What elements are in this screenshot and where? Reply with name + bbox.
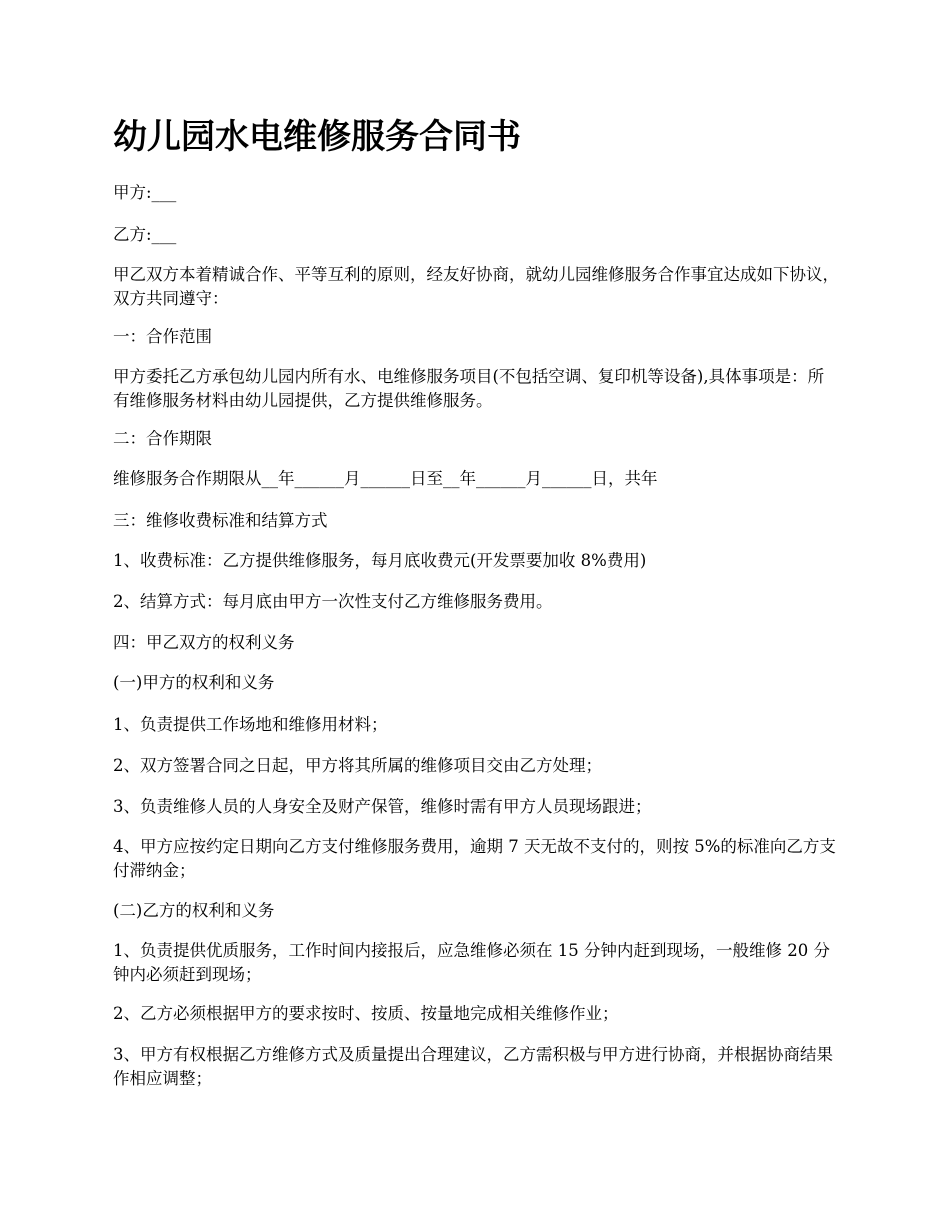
party-b-line: 乙方:___	[113, 225, 177, 244]
subheading-party-b-rights: (二)乙方的权利和义务	[113, 901, 275, 920]
settlement-item: 2、结算方式：每月底由甲方一次性支付乙方维修服务费用。	[113, 592, 553, 611]
party-a-item-3: 3、负责维修人员的人身安全及财产保管，维修时需有甲方人员现场跟进；	[113, 797, 652, 816]
section-heading-term: 二：合作期限	[113, 429, 212, 448]
scope-paragraph: 甲方委托乙方承包幼儿园内所有水、电维修服务项目(不包括空调、复印机等设备),具体事项是：所有维修服务材料由幼儿园提供，乙方提供维修服务。	[113, 367, 825, 410]
party-a-line: 甲方:___	[113, 183, 177, 202]
party-b-item-3: 3、甲方有权根据乙方维修方式及质量提出合理建议，乙方需积极与甲方进行协商，并根据协商结果作相应调整；	[113, 1045, 833, 1088]
party-b-item-2: 2、乙方必须根据甲方的要求按时、按质、按量地完成相关维修作业；	[113, 1004, 619, 1023]
term-paragraph: 维修服务合作期限从__年______月______日至__年______月______日，共年	[113, 469, 658, 488]
preamble-paragraph: 甲乙双方本着精诚合作、平等互利的原则，经友好协商，就幼儿园维修服务合作事宜达成如下协议，双方共同遵守：	[113, 265, 839, 308]
fee-standard-item: 1、收费标准：乙方提供维修服务，每月底收费元(开发票要加收 8%费用)	[113, 551, 647, 570]
party-a-item-1: 1、负责提供工作场地和维修用材料；	[113, 715, 388, 734]
section-heading-scope: 一：合作范围	[113, 327, 212, 346]
party-a-item-2: 2、双方签署合同之日起，甲方将其所属的维修项目交由乙方处理；	[113, 756, 602, 775]
document-title: 幼儿园水电维修服务合同书	[113, 117, 521, 157]
party-a-item-4: 4、甲方应按约定日期向乙方支付维修服务费用，逾期 7 天无故不支付的，则按 5%的标准向乙方支付滞纳金；	[113, 837, 836, 880]
subheading-party-a-rights: (一)甲方的权利和义务	[113, 673, 275, 692]
section-heading-fees: 三：维修收费标准和结算方式	[113, 511, 328, 530]
section-heading-rights: 四：甲乙双方的权利义务	[113, 633, 295, 652]
party-b-item-1: 1、负责提供优质服务，工作时间内接报后，应急维修必须在 15 分钟内赶到现场，一般维修 20 分钟内必须赶到现场；	[113, 941, 830, 984]
